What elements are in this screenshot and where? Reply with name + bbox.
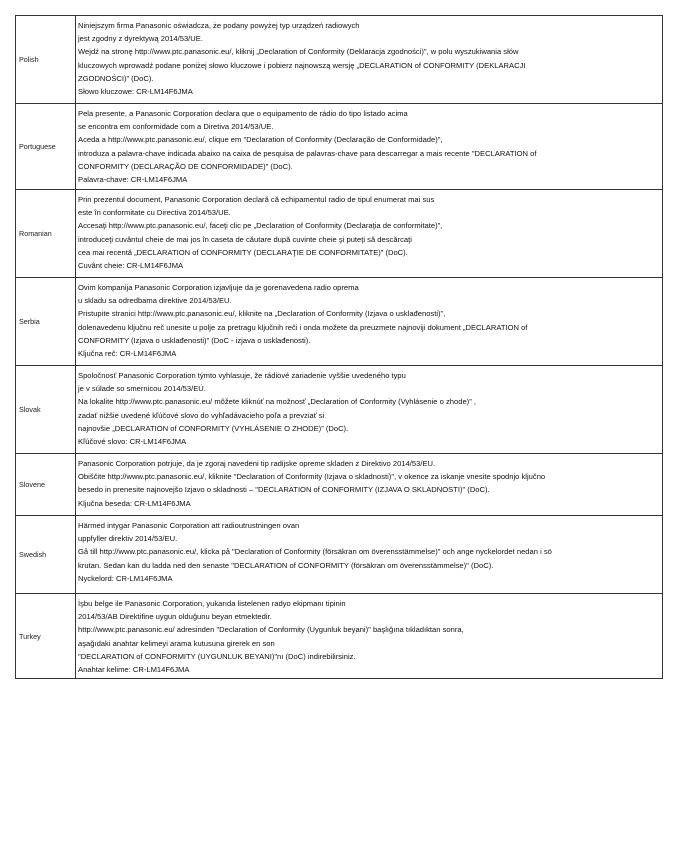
text-line: Cuvânt cheie: CR-LM14F6JMA (78, 261, 184, 271)
text-line: cea mai recentă „DECLARATION of CONFORMITY (DECLARAŢIE DE CONFORMITATE)” (DoC). (78, 247, 408, 257)
text-line: kluczowych wprowadź podane poniżej słowo kluczowe i pobierz najnowszą wersję „DECLARATION of CONFORMITY (DEKLARACJI (78, 60, 526, 70)
table-row-swedish (16, 515, 662, 593)
text-line: Aceda a http://www.ptc.panasonic.eu/, clique em "Declaration of Conformity (Declaração de Conformidade)", (78, 135, 443, 145)
text-line: je v súlade so smernicou 2014/53/EÚ. (78, 384, 206, 394)
text-line: zadať nižšie uvedené kľúčové slovo do vyhľadávacieho poľa a prevziať si (78, 410, 325, 420)
language-label: Romanian (16, 190, 76, 277)
table-row-turkey (16, 593, 662, 678)
text-line: 2014/53/AB Direktifine uygun olduğunu beyan etmektedir. (78, 612, 272, 622)
text-line: CONFORMITY (DECLARAÇÃO DE CONFORMIDADE)" (DoC). (78, 161, 293, 171)
text-line: Kľúčové slovo: CR-LM14F6JMA (78, 437, 187, 447)
text-line: İşbu belge ile Panasonic Corporation, yukarıda listelenen radyo ekipmanı tipinin (78, 599, 346, 608)
language-label: Slovene (16, 454, 76, 515)
text-line: dolenavedenu ključnu reč unesite u polje za pretragu ključnih reči i onda možete da preuzmete najnoviji dokument „DECLARATION of (78, 322, 528, 332)
text-line: jest zgodny z dyrektywą 2014/53/UE. (78, 34, 203, 44)
table-row-portuguese (16, 103, 662, 189)
text-line: Ovim kompanija Panasonic Corporation izjavljuje da je gorenavedena radio oprema (78, 283, 359, 292)
text-line: Ključna reč: CR-LM14F6JMA (78, 349, 177, 359)
text-line: introduza a palavra-chave indicada abaixo na caixa de pesquisa de palavras-chave para descarregar a mais recente "DECLARATION of (78, 148, 537, 158)
text-line: se encontra em conformidade com a Diretiva 2014/53/UE. (78, 122, 274, 132)
text-line: Słowo kluczowe: CR-LM14F6JMA (78, 87, 193, 97)
language-label: Serbia (16, 278, 76, 365)
text-line: Na lokalite http://www.ptc.panasonic.eu/ môžete kliknúť na možnosť „Declaration of Conformity (Vyhlásenie o zhode)” , (78, 397, 476, 407)
text-line: Wejdź na stronę http://www.ptc.panasonic.eu/, kliknij „Declaration of Conformity (Deklaracja zgodności)”, w polu wyszukiwania słów (78, 47, 519, 57)
text-line: Pela presente, a Panasonic Corporation declara que o equipamento de rádio do tipo listado acima (78, 109, 408, 118)
text-line: najnovšie „DECLARATION of CONFORMITY (VYHLÁSENIE O ZHODE)” (DoC). (78, 423, 349, 433)
text-line: Ključna beseda: CR-LM14F6JMA (78, 498, 191, 508)
text-line: Spoločnosť Panasonic Corporation týmto vyhlasuje, že rádiové zariadenie vyššie uvedeného typu (78, 371, 406, 380)
text-line: este în conformitate cu Directiva 2014/53/UE. (78, 208, 231, 218)
text-line: ZGODNOŚCI)” (DoC). (78, 73, 154, 83)
language-label: Turkey (16, 594, 76, 678)
text-line: introduceţi cuvântul cheie de mai jos în caseta de căutare după cuvinte cheie şi puteţi să descărcaţi (78, 234, 412, 244)
language-label: Swedish (16, 516, 76, 593)
text-line: Panasonic Corporation potrjuje, da je zgoraj navedeni tip radijske opreme skladen z Direktivo 2014/53/EU. (78, 459, 436, 468)
text-line: CONFORMITY (Izjava o usklađenosti)” (DoC - izjava o usklađenosti). (78, 335, 311, 345)
language-label: Slovak (16, 366, 76, 453)
text-line: Accesaţi http://www.ptc.panasonic.eu/, faceţi clic pe „Declaration of Conformity (Declaraţia de conformitate)”, (78, 221, 443, 231)
text-line: uppfyller direktiv 2014/53/EU. (78, 534, 178, 544)
text-line: aşağıdaki anahtar kelimeyi arama kutusuna girerek en son (78, 638, 275, 648)
text-line: http://www.ptc.panasonic.eu/ adresinden "Declaration of Conformity (Uygunluk beyani)" başlığına tıkladıktan sonra, (78, 625, 464, 635)
language-label: Portuguese (16, 104, 76, 189)
declaration-text (76, 104, 662, 189)
declaration-table (15, 15, 663, 679)
text-line: Gå till http://www.ptc.panasonic.eu/, klicka på "Declaration of Conformity (försäkran om överensstämmelse)" och ange nyckelordet nedan i sö (78, 547, 552, 557)
declaration-text (76, 16, 662, 103)
table-row-slovak (16, 365, 662, 453)
text-line: u skladu sa odredbama direktive 2014/53/EU. (78, 296, 232, 306)
text-line: Obiščite http://www.ptc.panasonic.eu/, kliknite "Declaration of Conformity (Izjava o skladnosti)", v okence za iskanje vnesite spodnjo ključno (78, 472, 546, 482)
text-line: Nyckelord: CR-LM14F6JMA (78, 573, 173, 583)
declaration-text (76, 594, 662, 678)
text-line: Pristupite stranici http://www.ptc.panasonic.eu/, kliknite na „Declaration of Conformity (Izjava o usklađenosti)”, (78, 309, 446, 319)
table-row-slovene (16, 453, 662, 515)
declaration-text (76, 190, 662, 277)
declaration-text (76, 366, 662, 453)
text-line: Härmed intygar Panasonic Corporation att radioutrustningen ovan (78, 521, 300, 530)
text-line: Anahtar kelime: CR-LM14F6JMA (78, 665, 190, 675)
text-line: Palavra-chave: CR-LM14F6JMA (78, 175, 188, 185)
table-row-romanian (16, 189, 662, 277)
declaration-text (76, 516, 662, 593)
text-line: besedo in prenesite najnovejšo Izjavo o skladnosti – "DECLARATION of CONFORMITY (IZJAVA O SKLADNOSTI)" (DoC). (78, 485, 490, 495)
text-line: "DECLARATION of CONFORMITY (UYGUNLUK BEYANI)"nı (DoC) indirebilirsiniz. (78, 651, 356, 661)
declaration-text (76, 278, 662, 365)
declaration-text (76, 454, 662, 515)
text-line: Niniejszym firma Panasonic oświadcza, że podany powyżej typ urządzeń radiowych (78, 21, 360, 30)
table-row-polish (16, 16, 662, 103)
text-line: krutan. Sedan kan du ladda ned den senaste "DECLARATION of CONFORMITY (försäkran om överensstämmelse)" (DoC). (78, 560, 494, 570)
text-line: Prin prezentul document, Panasonic Corporation declară că echipamentul radio de tipul enumerat mai sus (78, 195, 435, 204)
language-label: Polish (16, 16, 76, 103)
table-row-serbia (16, 277, 662, 365)
